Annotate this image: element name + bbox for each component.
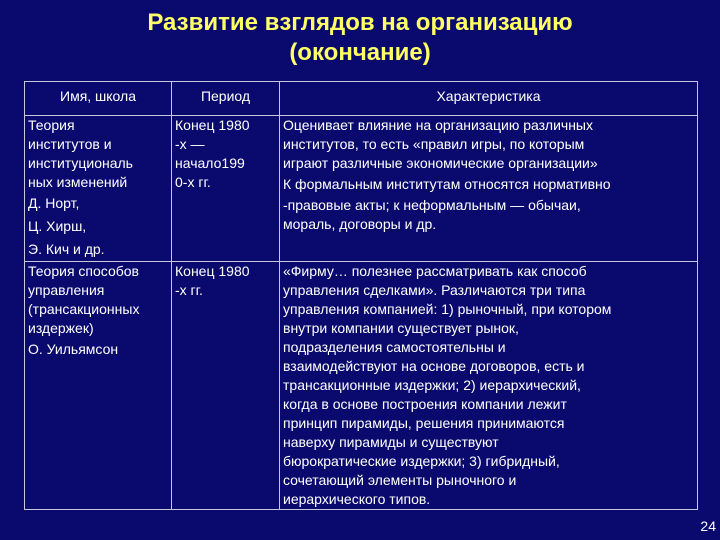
cell-line: управления сделками». Различаются три типа xyxy=(283,282,586,298)
cell-school xyxy=(25,116,172,262)
cell-line: институтов, то есть «правил игры, по которым xyxy=(283,136,585,152)
cell-line: взаимодействуют на основе договоров, есть и xyxy=(283,358,585,374)
cell-line: принцип пирамиды, решения принимаются xyxy=(283,415,565,431)
cell-line: бюрократические издержки; 3) гибридный, xyxy=(283,453,560,469)
cell-line: мораль, договоры и др. xyxy=(283,216,437,232)
cell-line: наверху пирамиды и существуют xyxy=(283,434,499,450)
cell-line: (трансакционных xyxy=(28,301,140,317)
header-characteristic: Характеристика xyxy=(280,82,698,116)
cell-line: -х гг. xyxy=(175,282,203,298)
cell-line: Э. Кич и др. xyxy=(28,241,105,257)
cell-school xyxy=(25,262,172,510)
header-school: Имя, школа xyxy=(25,82,172,116)
cell-line: управления xyxy=(28,282,105,298)
cell-line: институтов и xyxy=(28,136,112,152)
page-number: 24 xyxy=(700,518,716,534)
cell-line: управления компанией: 1) рыночный, при котором xyxy=(283,301,612,317)
cell-line: Конец 1980 xyxy=(175,117,250,133)
cell-line: Оценивает влияние на организацию различных xyxy=(283,117,593,133)
slide-title xyxy=(0,8,720,68)
comparison-table xyxy=(24,81,698,510)
cell-line: Д. Норт, xyxy=(28,195,80,211)
cell-line: -х — xyxy=(175,136,205,152)
header-period: Период xyxy=(172,82,280,116)
cell-line: -правовые акты; к неформальным — обычаи, xyxy=(283,197,581,213)
cell-characteristic xyxy=(280,116,698,262)
cell-line: Ц. Хирш, xyxy=(28,218,87,234)
cell-period xyxy=(172,262,280,510)
cell-line: Конец 1980 xyxy=(175,263,250,279)
slide-title-line-1: Развитие взглядов на организацию xyxy=(147,9,573,36)
cell-characteristic xyxy=(280,262,698,510)
cell-period xyxy=(172,116,280,262)
cell-line: Теория способов xyxy=(28,263,139,279)
table-header-row xyxy=(25,82,698,116)
cell-line: трансакционные издержки; 2) иерархический, xyxy=(283,377,581,393)
cell-line: иерархического типов. xyxy=(283,491,431,507)
cell-line: сочетающий элементы рыночного и xyxy=(283,472,517,488)
cell-line: Теория xyxy=(28,117,75,133)
cell-line: начало199 xyxy=(175,155,245,171)
cell-line: ных изменений xyxy=(28,174,128,190)
cell-line: О. Уильямсон xyxy=(28,341,119,357)
cell-line: 0-х гг. xyxy=(175,174,211,190)
cell-line: издержек) xyxy=(28,320,94,336)
table-row xyxy=(25,116,698,262)
cell-line: когда в основе построения компании лежит xyxy=(283,396,567,412)
slide-title-line-2: (окончание) xyxy=(289,39,431,66)
cell-line: подразделения самостоятельны и xyxy=(283,339,506,355)
cell-line: К формальным институтам относятся нормативно xyxy=(283,176,611,192)
table-row xyxy=(25,262,698,510)
cell-line: играют различные экономические организации» xyxy=(283,155,598,171)
cell-line: институциональ xyxy=(28,155,133,171)
cell-line: внутри компании существует рынок, xyxy=(283,320,519,336)
cell-line: «Фирму… полезнее рассматривать как способ xyxy=(283,263,587,279)
